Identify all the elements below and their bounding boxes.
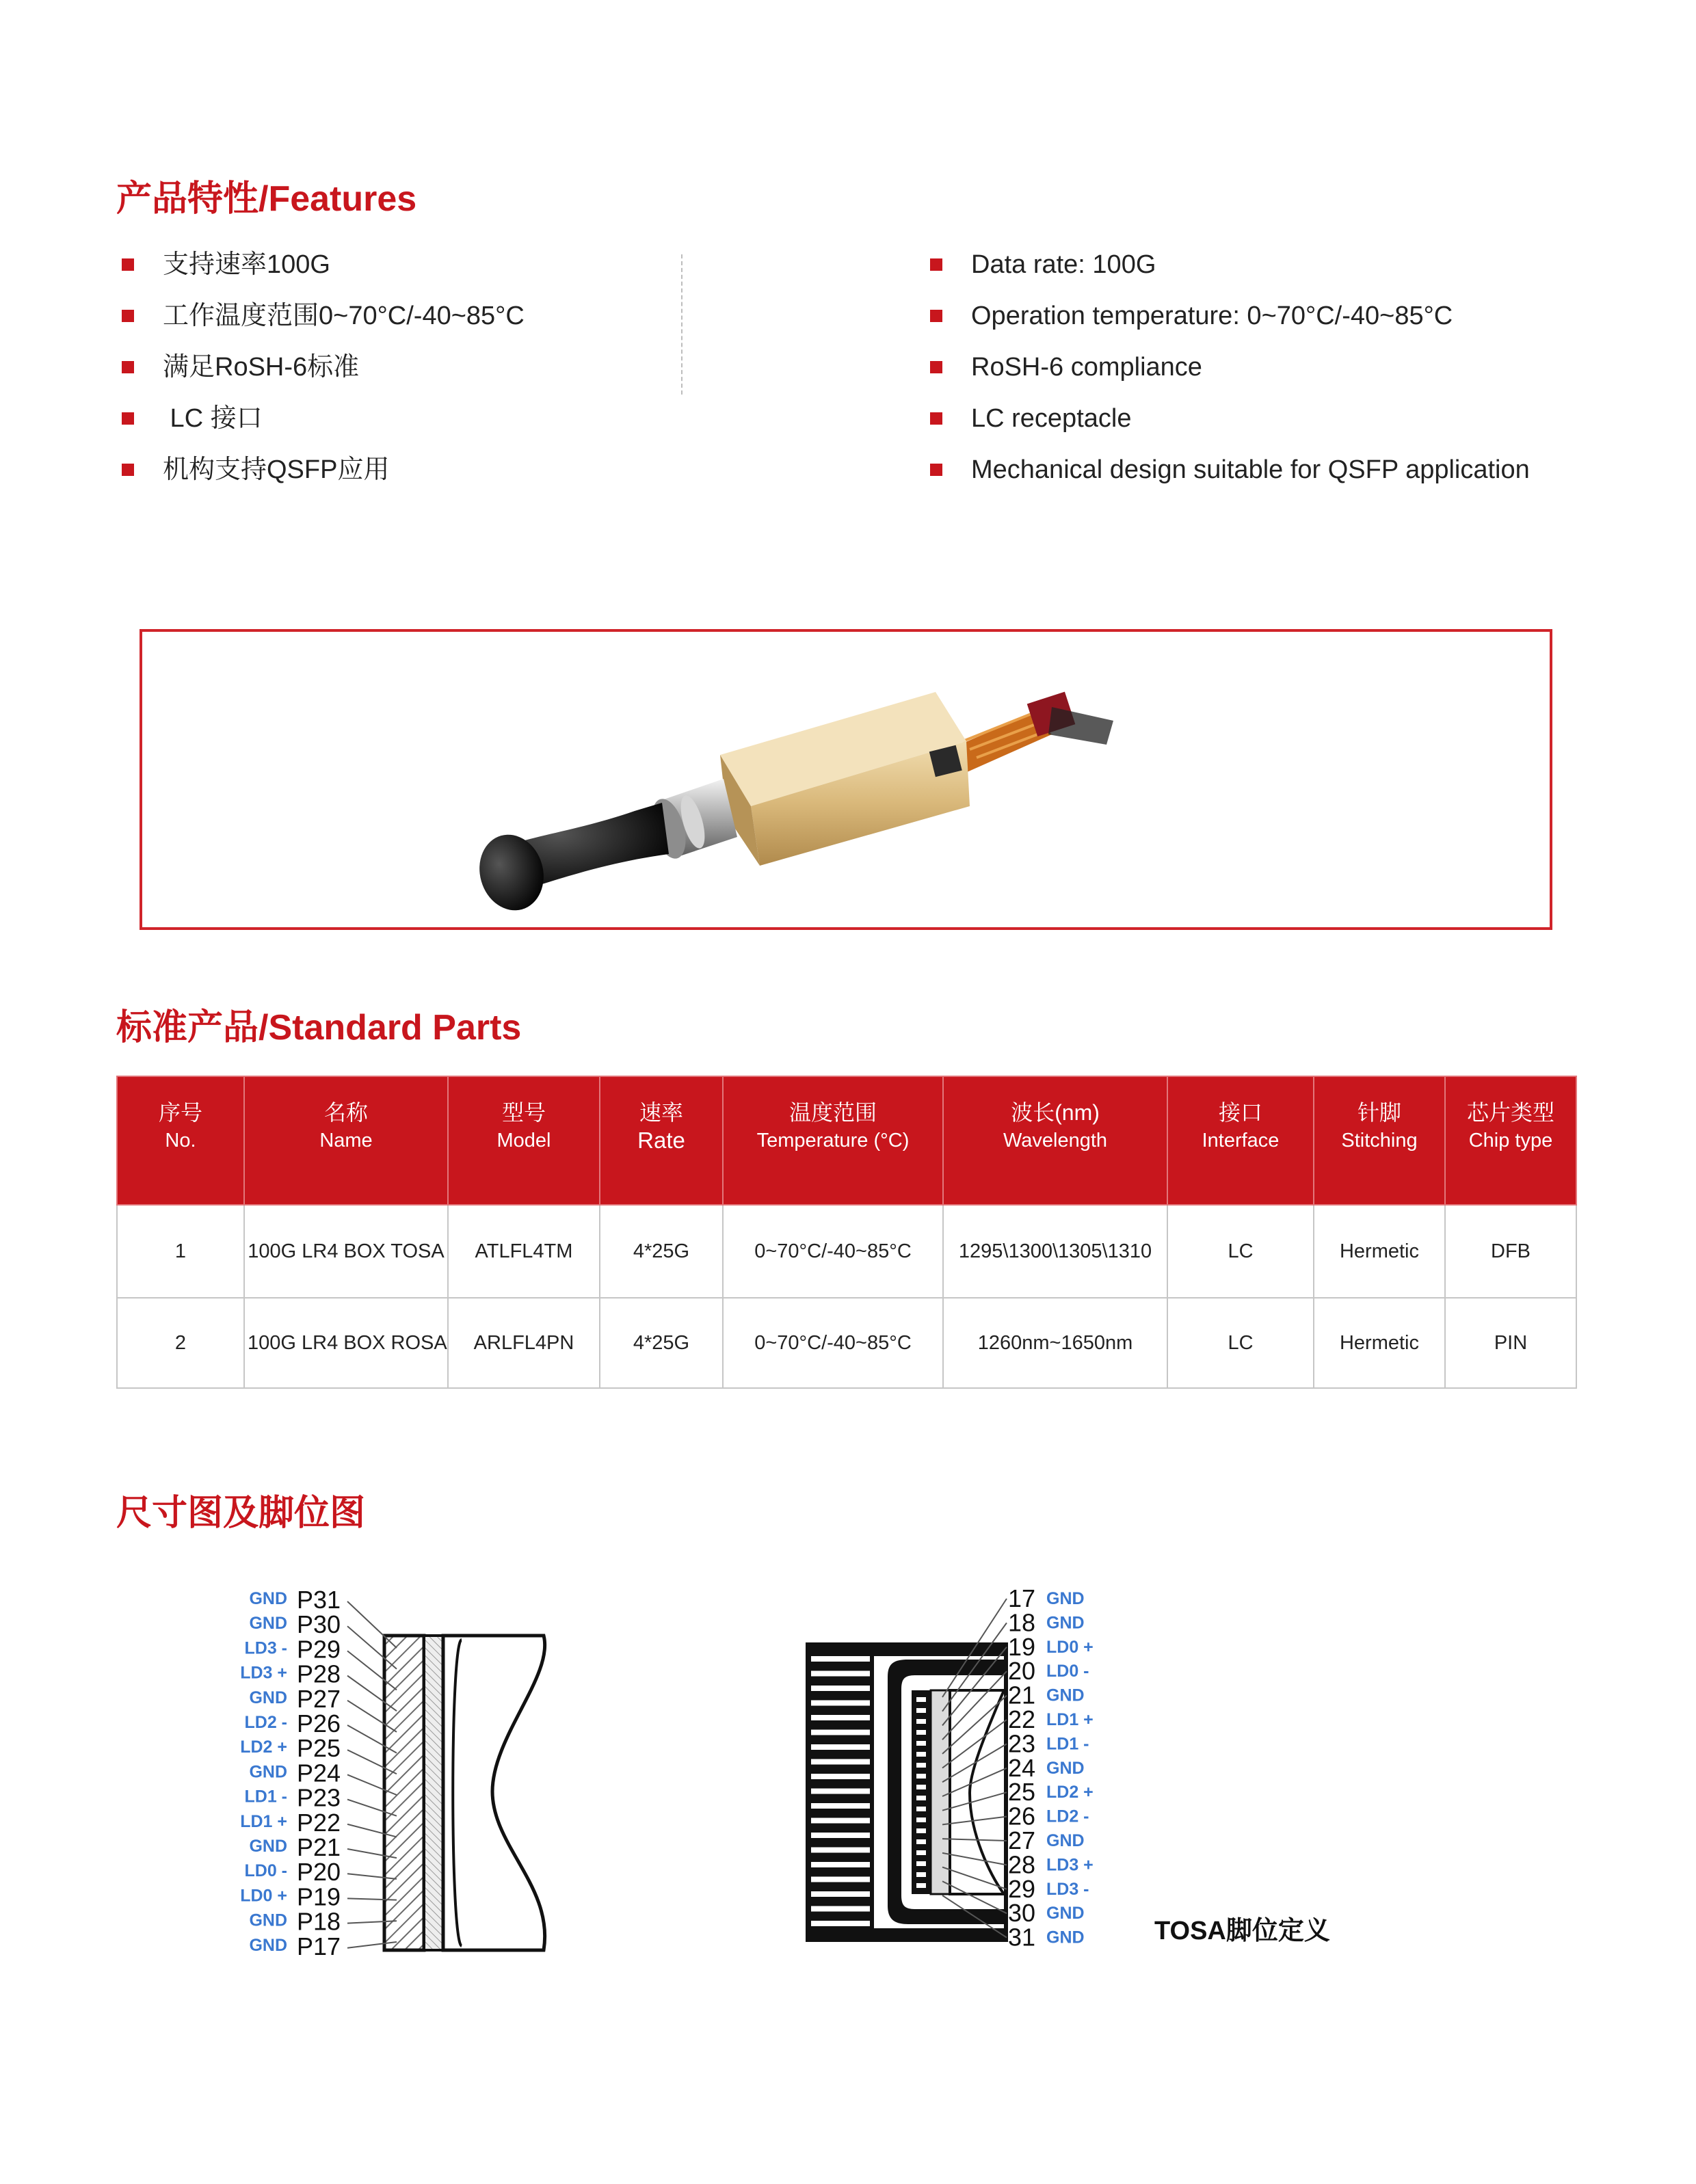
- contact-slot: [916, 1774, 926, 1779]
- pin-signal: LD3 +: [240, 1663, 287, 1683]
- cell-rate: 4*25G: [600, 1298, 723, 1388]
- pin-signal: LD1 +: [1046, 1710, 1094, 1729]
- header-interface: [1167, 1076, 1314, 1205]
- pin-number: 31: [1008, 1923, 1036, 1952]
- pin-number: 22: [1008, 1705, 1036, 1733]
- fin-slot: [811, 1656, 870, 1662]
- header-cn: 温度范围: [789, 1100, 877, 1125]
- table-row: [117, 1298, 1576, 1388]
- pin-signal: LD0 -: [1046, 1662, 1089, 1681]
- feature-text: RoSH-6 compliance: [971, 353, 1202, 382]
- header-model: [448, 1076, 600, 1205]
- contact-slot: [916, 1872, 926, 1877]
- pin-signal: GND: [1046, 1928, 1085, 1947]
- cell-stitching: Hermetic: [1314, 1205, 1445, 1298]
- cell-temperature: 0~70°C/-40~85°C: [723, 1298, 943, 1388]
- fin-slot: [811, 1833, 870, 1838]
- dimensions-title: 尺寸图及脚位图: [116, 1493, 366, 1533]
- cell-stitching: Hermetic: [1314, 1298, 1445, 1388]
- pin-signal: GND: [249, 1614, 287, 1634]
- fin-slot: [811, 1701, 870, 1706]
- table-row: [117, 1205, 1576, 1298]
- pin-signal: GND: [249, 1762, 287, 1782]
- bullet-square-icon: [930, 464, 942, 476]
- pin-signal: GND: [249, 1688, 287, 1707]
- pin-number: 17: [1008, 1584, 1036, 1612]
- feature-item: [119, 453, 525, 504]
- pin-signal: LD2 -: [1046, 1807, 1089, 1826]
- tosa-pin-caption: TOSA脚位定义: [1154, 1917, 1330, 1945]
- pin-row: [240, 1882, 397, 1910]
- bullet-square-icon: [122, 258, 134, 271]
- header-en: Wavelength: [1003, 1130, 1108, 1151]
- pin-number: P29: [297, 1635, 341, 1664]
- feature-text: Mechanical design suitable for QSFP application: [971, 455, 1530, 484]
- pin-number: 20: [1008, 1657, 1036, 1686]
- fin-slot: [811, 1848, 870, 1853]
- pin-number: 29: [1008, 1874, 1036, 1903]
- contact-slot: [916, 1719, 926, 1724]
- pin-number: P19: [297, 1882, 341, 1911]
- pin-row: [249, 1932, 397, 1960]
- pin-signal: GND: [249, 1935, 287, 1955]
- fin-slot: [811, 1671, 870, 1677]
- pin-signal: GND: [249, 1910, 287, 1930]
- pin-signal: LD1 -: [244, 1787, 287, 1807]
- pin-signal: LD0 -: [244, 1861, 287, 1881]
- fin-slot: [811, 1686, 870, 1691]
- bullet-square-icon: [122, 310, 134, 322]
- pin-signal: LD2 -: [244, 1713, 287, 1732]
- feature-text: Operation temperature: 0~70°C/-40~85°C: [971, 302, 1453, 330]
- parts-title: 标准产品/Standard Parts: [116, 1008, 522, 1048]
- feature-item: [927, 299, 1530, 350]
- pin-number: 26: [1008, 1802, 1036, 1830]
- contact-slot: [916, 1883, 926, 1888]
- header-cn: 针脚: [1357, 1100, 1401, 1125]
- feature-item: [119, 299, 525, 350]
- bullet-square-icon: [122, 361, 134, 373]
- header-en: Stitching: [1341, 1130, 1418, 1151]
- pin-number: 18: [1008, 1608, 1036, 1637]
- fin-slot: [811, 1789, 870, 1794]
- pin-number: 28: [1008, 1850, 1036, 1879]
- cell-wavelength: 1260nm~1650nm: [943, 1298, 1167, 1388]
- pin-signal: LD2 +: [1046, 1783, 1094, 1802]
- fin-slot: [811, 1921, 870, 1926]
- pin-signal: GND: [1046, 1686, 1085, 1705]
- pin-signal: GND: [1046, 1904, 1085, 1923]
- pin-number: P21: [297, 1833, 341, 1861]
- header-cn: 序号: [158, 1100, 202, 1125]
- pin-number: P18: [297, 1907, 341, 1936]
- right-pin-diagram: [799, 1574, 1154, 1957]
- feature-text: LC receptacle: [971, 404, 1132, 433]
- cell-name: 100G LR4 BOX ROSA: [244, 1298, 448, 1388]
- cell-no: 2: [117, 1298, 244, 1388]
- pin-signal: GND: [249, 1589, 287, 1608]
- fin-slot: [811, 1759, 870, 1765]
- features-list-cn: [119, 248, 525, 504]
- feature-item: [927, 248, 1530, 299]
- pin-number: 19: [1008, 1632, 1036, 1661]
- cell-interface: LC: [1167, 1298, 1314, 1388]
- pin-signal: LD3 -: [244, 1638, 287, 1658]
- pin-number: P30: [297, 1610, 341, 1639]
- header-cn: 接口: [1218, 1100, 1262, 1125]
- contact-slot: [916, 1708, 926, 1713]
- contact-slot: [916, 1796, 926, 1800]
- pin-row: [245, 1858, 397, 1886]
- cell-chip-type: DFB: [1445, 1205, 1576, 1298]
- header-temperature: [723, 1076, 943, 1205]
- pin-number: P24: [297, 1759, 341, 1787]
- pin-signal: LD0 +: [240, 1886, 287, 1906]
- fin-slot: [811, 1818, 870, 1824]
- cell-name: 100G LR4 BOX TOSA: [244, 1205, 448, 1298]
- bullet-square-icon: [122, 412, 134, 425]
- pin-signal: GND: [249, 1837, 287, 1856]
- feature-item: [119, 350, 525, 401]
- column-divider: [681, 254, 683, 395]
- pin-row: [249, 1833, 397, 1861]
- contact-slot: [916, 1785, 926, 1789]
- header-en: Temperature (°C): [756, 1130, 910, 1151]
- feature-text: 机构支持QSFP应用: [163, 455, 390, 484]
- feature-text: 满足RoSH-6标准: [163, 353, 360, 382]
- header-en: No.: [165, 1130, 196, 1151]
- pin-signal: LD0 +: [1046, 1637, 1094, 1657]
- contact-slot: [916, 1850, 926, 1855]
- features-title: 产品特性/Features: [116, 179, 417, 219]
- bullet-square-icon: [930, 310, 942, 322]
- tosa-product-image: [142, 632, 1550, 927]
- contact-slot: [916, 1839, 926, 1844]
- feature-item: [927, 453, 1530, 504]
- pin-number: 24: [1008, 1753, 1036, 1782]
- cell-chip-type: PIN: [1445, 1298, 1576, 1388]
- fin-slot: [811, 1877, 870, 1882]
- contact-slot: [916, 1697, 926, 1702]
- product-photo-frame: [140, 629, 1552, 930]
- pin-number: 21: [1008, 1681, 1036, 1709]
- cell-model: ATLFL4TM: [448, 1205, 600, 1298]
- feature-item: [927, 401, 1530, 453]
- contact-slot: [916, 1752, 926, 1757]
- cell-wavelength: 1295\1300\1305\1310: [943, 1205, 1167, 1298]
- fin-slot: [811, 1774, 870, 1779]
- feature-text: 支持速率100G: [163, 250, 330, 279]
- feature-item: [119, 401, 525, 453]
- contact-slot: [916, 1828, 926, 1833]
- header-en: Name: [319, 1130, 373, 1151]
- pin-signal: LD1 +: [240, 1811, 287, 1831]
- feature-text: LC 接口: [163, 404, 263, 433]
- header-cn: 型号: [501, 1100, 546, 1125]
- pin-number: P28: [297, 1660, 341, 1688]
- feature-text: Data rate: 100G: [971, 250, 1156, 279]
- pin-number: P17: [297, 1932, 341, 1960]
- header-cn: 速率: [639, 1100, 683, 1125]
- feature-text: 工作温度范围0~70°C/-40~85°C: [163, 302, 525, 330]
- pin-number: 30: [1008, 1899, 1036, 1928]
- header-no: [117, 1076, 244, 1205]
- pin-signal: LD3 +: [1046, 1855, 1094, 1875]
- bullet-square-icon: [122, 464, 134, 476]
- bullet-square-icon: [930, 361, 942, 373]
- cell-no: 1: [117, 1205, 244, 1298]
- pin-number: P23: [297, 1783, 341, 1812]
- header-rate: [600, 1076, 723, 1205]
- header-cn: 芯片类型: [1466, 1100, 1554, 1125]
- header-cn: 名称: [323, 1100, 368, 1125]
- contact-slot: [916, 1730, 926, 1735]
- features-list-en: [927, 248, 1530, 504]
- fin-slot: [811, 1715, 870, 1720]
- pin-signal: GND: [1046, 1613, 1085, 1633]
- pin-number: 23: [1008, 1729, 1036, 1758]
- pin-signal: GND: [1046, 1758, 1085, 1778]
- fin-slot: [811, 1862, 870, 1867]
- pin-leader-line: [347, 1601, 397, 1648]
- pin-row: [249, 1908, 397, 1936]
- pin-number: P22: [297, 1808, 341, 1837]
- pad-body: [384, 1636, 545, 1950]
- fin-slot: [811, 1730, 870, 1735]
- table-header-row: [117, 1076, 1576, 1205]
- bullet-square-icon: [930, 258, 942, 271]
- pin-signal: GND: [1046, 1589, 1085, 1608]
- contact-slot: [916, 1741, 926, 1746]
- header-en: Chip type: [1468, 1130, 1553, 1151]
- pin-number: P20: [297, 1858, 341, 1887]
- pin-signal: GND: [1046, 1831, 1085, 1850]
- fin-slot: [811, 1906, 870, 1912]
- contact-slot: [916, 1807, 926, 1811]
- header-name: [244, 1076, 448, 1205]
- fin-slot: [811, 1803, 870, 1809]
- left-pin-rows: [240, 1586, 397, 1960]
- cell-rate: 4*25G: [600, 1205, 723, 1298]
- pin-signal: LD1 -: [1046, 1734, 1089, 1754]
- pin-number: P31: [297, 1586, 341, 1614]
- contact-slot: [916, 1861, 926, 1866]
- fin-slot: [811, 1891, 870, 1897]
- pin-number: 27: [1008, 1826, 1036, 1854]
- left-pin-diagram: [233, 1580, 561, 1962]
- contact-slot: [916, 1817, 926, 1822]
- cell-model: ARLFL4PN: [448, 1298, 600, 1388]
- pin-number: 25: [1008, 1778, 1036, 1807]
- header-en: Model: [496, 1130, 551, 1151]
- contact-slot: [916, 1763, 926, 1768]
- bullet-square-icon: [930, 412, 942, 425]
- pin-signal: LD2 +: [240, 1737, 287, 1757]
- cell-interface: LC: [1167, 1205, 1314, 1298]
- header-en: Rate: [637, 1128, 685, 1153]
- pin-number: P26: [297, 1709, 341, 1737]
- header-wavelength: [943, 1076, 1167, 1205]
- cell-temperature: 0~70°C/-40~85°C: [723, 1205, 943, 1298]
- feature-item: [119, 248, 525, 299]
- pin-number: P25: [297, 1734, 341, 1763]
- fin-slot: [811, 1744, 870, 1750]
- header-chip-type: [1445, 1076, 1576, 1205]
- header-stitching: [1314, 1076, 1445, 1205]
- header-cn: 波长(nm): [1011, 1100, 1100, 1125]
- header-en: Interface: [1202, 1130, 1280, 1151]
- pin-number: P27: [297, 1684, 341, 1713]
- feature-item: [927, 350, 1530, 401]
- standard-parts-table: [116, 1076, 1577, 1389]
- pin-signal: LD3 -: [1046, 1879, 1089, 1899]
